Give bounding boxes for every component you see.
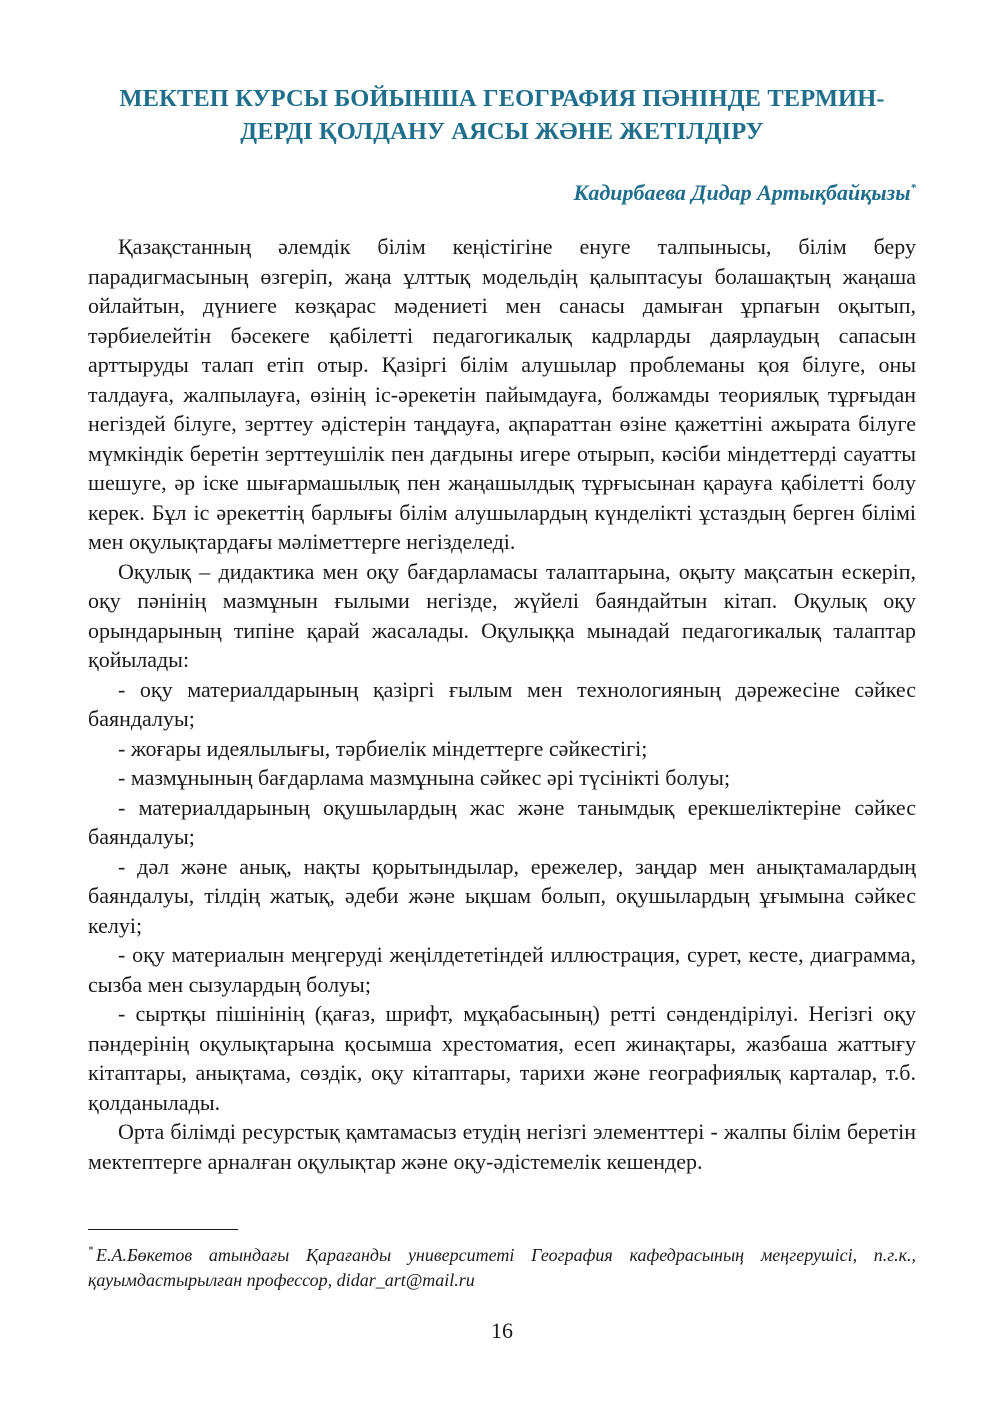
list-item-requirement-3: - мазмұнының бағдарлама мазмұнына сәйкес әрі түсінікті болуы; (118, 765, 731, 790)
paragraph-resources: Орта білімді ресурстық қамтамасыз етудің негізгі элементтері - жалпы білім беретін мектептерге арналған оқулықтар және оқу-әдістемелік кешендер. (88, 1119, 916, 1174)
list-item-requirement-5: - дәл және анық, нақты қорытындылар, ережелер, заңдар мен анықтамалардың баяндалуы, тілдің жатық, әдеби және ықшам болып, оқушылардың ұғымына сәйкес келуі; (88, 853, 916, 938)
list-item-requirement-7: - сыртқы пішінінің (қағаз, шрифт, мұқабасының) ретті сәндендірілуі. Негізгі оқу пәндерінің оқулықтарына қосымша хрестоматия, есеп жинақтары, жазбаша жаттығу кітаптары, анықтама, сөздік, оқу кітаптары, тарихи және географиялық карталар, т.б. қолданылады. (88, 1001, 916, 1115)
title-line-1: МЕКТЕП КУРСЫ БОЙЫНША ГЕОГРАФИЯ ПӘНІНДЕ ТЕРМИН- (119, 85, 885, 112)
author-name: Кадирбаева Дидар Артықбайқызы (573, 180, 911, 205)
list-item-requirement-1: - оқу материалдарының қазіргі ғылым мен технологияның дәрежесіне сәйкес баяндалуы; (88, 676, 916, 731)
author-line (573, 173, 916, 208)
footnote-text: Е.А.Бөкетов атындағы Қарағанды университеті География кафедрасының меңгерушісі, п.г.к., қауымдастырылған профессор, didar_art@mail.ru (88, 1245, 916, 1290)
footnote (88, 1238, 916, 1293)
list-item-requirement-6: - оқу материалын меңгеруді жеңілдететіндей иллюстрация, сурет, кесте, диаграмма, сызба мен сызулардың болуы; (88, 942, 916, 997)
footnote-divider (88, 1229, 238, 1230)
article-title (88, 82, 916, 148)
author-footnote-mark: * (910, 182, 916, 194)
title-line-2: ДЕРДІ ҚОЛДАНУ АЯСЫ ЖӘНЕ ЖЕТІЛДІРУ (240, 118, 764, 145)
page-number: 16 (491, 1318, 513, 1343)
article-body (88, 232, 916, 1176)
paragraph-textbook-definition: Оқулық – дидактика мен оқу бағдарламасы талаптарына, оқыту мақсатын ескеріп, оқу пәнінің мазмұнын ғылыми негізде, жүйелі баяндайтын кітап. Оқулық оқу орындарының типіне қарай жасалады. Оқулыққа мынадай педагогикалық талаптар қойылады: (88, 558, 916, 672)
paragraph-intro: Қазақстанның әлемдік білім кеңістігіне енуге талпынысы, білім беру парадигмасының өзгеріп, жаңа ұлттық модельдің қалыптасуы болашақтың жаңаша ойлайтын, дүниеге көзқарас мәдениеті мен санасы дамыған ұрпағын оқытып, тәрбиелейтін бәсекеге қабілетті педагогикалық кадрларды даярлаудың сапасын арттыруды талап етіп отыр. Қазіргі білім алушылар проблеманы қоя білуге, оны талдауға, жалпылауға, өзінің іс-әрекетін пайымдауға, болжамды теориялық тұрғыдан негіздей білуге, зерттеу әдістерін таңдауға, ақпараттан өзіне қажеттіні ажырата білуге мүмкіндік беретін зерттеушілік пен дағдыны игере отырып, кәсіби міндеттерді сауатты шешуге, әр іске шығармашылық пен жаңашылдық тұрғысынан қарауға қабілетті болу керек. Бұл іс әрекеттің барлығы білім алушылардың күнделікті ұстаздың берген білімі мен оқулықтардағы мәліметтерге негізделеді. (88, 234, 916, 554)
footnote-mark: * (88, 1245, 93, 1256)
list-item-requirement-4: - материалдарының оқушылардың жас және танымдық ерекшеліктеріне сәйкес баяндалуы; (88, 794, 916, 849)
list-item-requirement-2: - жоғары идеялылығы, тәрбиелік міндеттерге сәйкестігі; (118, 735, 648, 761)
